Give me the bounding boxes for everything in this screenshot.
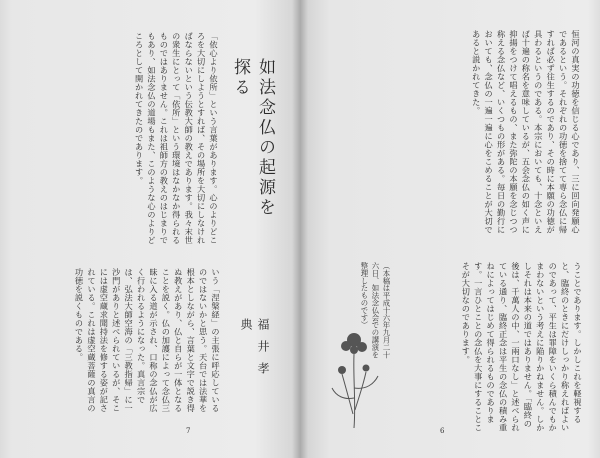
- right-lower-text: うことであります。しかしこれを軽視すると、臨終のときにだけしっかり称えればよいのであって、平生は罪障をいくら積んでもかまわないという考えに陥りかねません。しかしそれは本来の道ではありません。「臨終の後は、千萬人の中、一兩口なし」と述べられている通り、臨終正念は平生の念仏の積み重ねによってはじめて得られるものであります。一言ひとことの念仏を大事にすることこそが大切なのであります。: [461, 262, 583, 432]
- article-title: 如法念仏の起源を探る: [230, 58, 275, 218]
- lecture-note: （本稿は平成十六年九月二十六日、如法念仏会での講演を整理したものです）: [360, 262, 391, 359]
- author-name: 福井孝典: [239, 318, 270, 384]
- lotus-flower-illustration: [326, 328, 386, 432]
- book-gutter: [292, 0, 308, 458]
- right-upper-text: 恒河の真実の功徳を信じる心であり、三に回向発願心であるという。それぞれの功徳を捨てて専ら念仏に帰すれば必ず往生するのであり、その時に本願の功徳が具わるというのである。本宗においても、十念といえば十遍の称名を意味しているが、五会念仏の如く声に抑揚をつけて唱えるもの、また弥陀の本願を念じつつ称える念仏など、いくつもの形がある。毎日の勤行においても、念仏の一遍一遍に心をこめることが大切であると説かれてきた。: [471, 30, 581, 234]
- page-number-left: 7: [186, 427, 191, 435]
- page-number-right: 6: [440, 427, 445, 435]
- right-page: [300, 0, 600, 458]
- left-upper-text: 「依心より依所」という言葉があります。心のよりどころを大切にしようとすれば、その場所を大切にしなければならないという伝教大師の教えであります。我々末世の衆生にとって「依所」という環境はなかなか得られるものではありません。これは祖師方の教えのはじまりでもあり、如法念仏の道場もまた、このような心のよりどころとして開かれてきたのであります。: [134, 32, 219, 245]
- left-lower-text: いう「涅槃経」の主張に呼応しているのではないかと思う。天台では法華を根本としながら、言葉と文字で説き得ぬ教えがあり、仏と自らが一体となることを説く。仏の加護によって念仏三昧に入る道が示され、口称の念仏が広く行われるようになった。真言宗では、弘法大師空海の「三教指帰」に一沙門がありと述べられているが、そこには虚空蔵求聞持法を修する姿が記されている。これは虚空蔵菩薩の真言の功徳を説くものである。: [74, 268, 221, 413]
